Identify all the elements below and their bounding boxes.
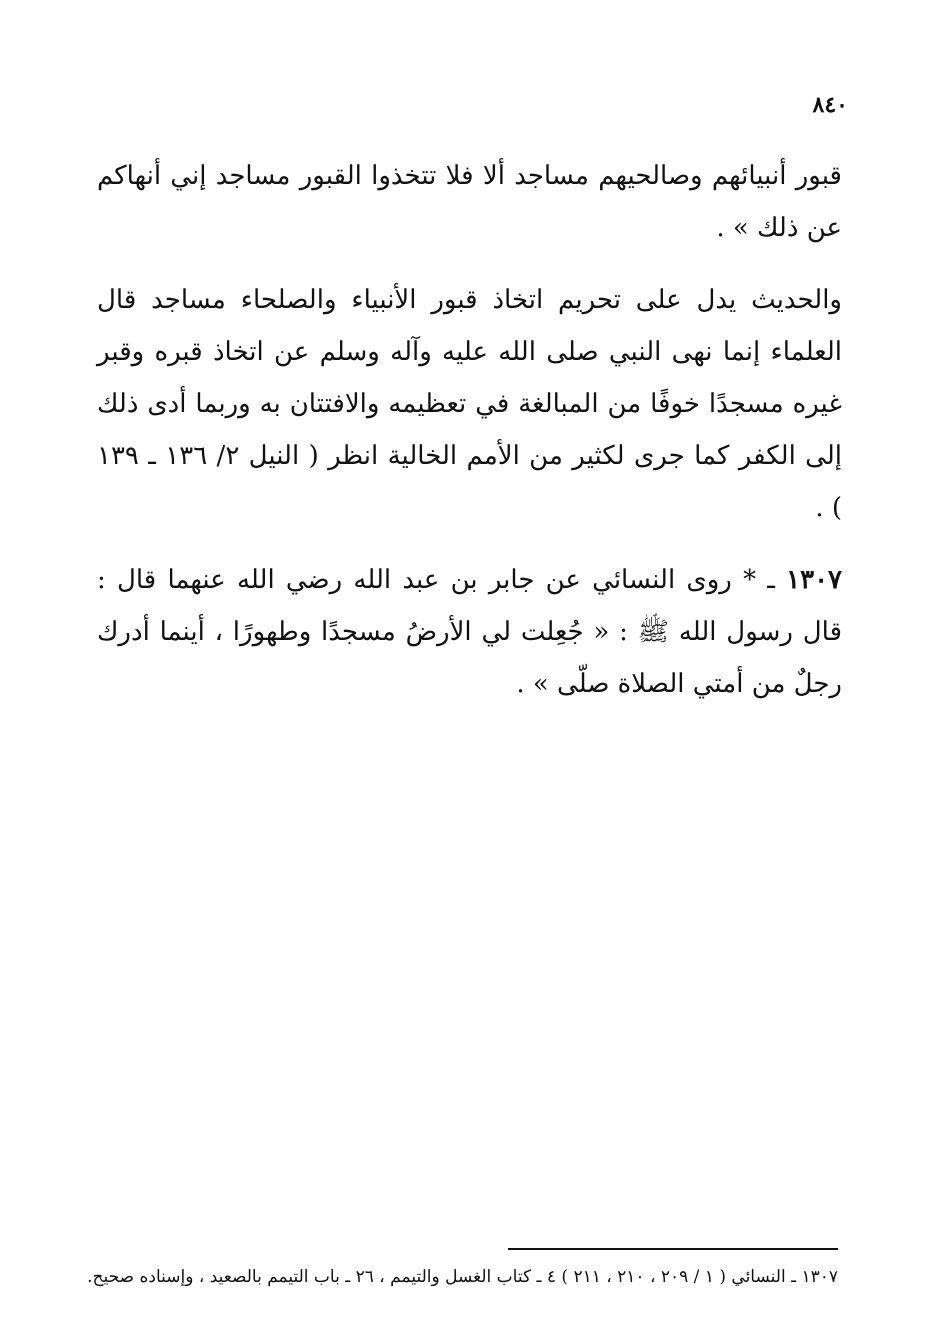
hadith-number: ١٣٠٧ — [786, 565, 843, 595]
main-text — [97, 150, 842, 710]
hadith-paragraph — [97, 554, 842, 710]
footnote: ١٣٠٧ ـ النسائي ( ١ / ٢٠٩ ، ٢١٠ ، ٢١١ ) ٤ ـ كتاب الغسل والتيمم ، ٢٦ ـ باب التيمم بالصعيد ، وإسناده صحيح. — [87, 1267, 838, 1287]
page-number: ٨٤٠ — [812, 92, 848, 118]
footnote-divider — [508, 1248, 838, 1250]
paragraph-continuation: قبور أنبيائهم وصالحيهم مساجد ألا فلا تتخذوا القبور مساجد إني أنهاكم عن ذلك » . — [97, 161, 842, 243]
paragraph-commentary: والحديث يدل على تحريم اتخاذ قبور الأنبياء والصلحاء مساجد قال العلماء إنما نهى النبي صلى الله عليه وآله وسلم عن اتخاذ قبره وقبر غيره مسجدًا خوفًا من المبالغة في تعظيمه والافتتان به وربما أدى ذلك إلى الكفر كما جرى لكثير من الأمم الخالية انظر ( النيل ٢/ ١٣٦ ـ ١٣٩ ) . — [97, 285, 842, 523]
hadith-text: ـ * روى النسائي عن جابر بن عبد الله رضي الله عنهما قال : قال رسول الله ﷺ : « جُعِلت لي الأرضُ مسجدًا وطهورًا ، أينما أدرك رجلٌ من أمتي الصلاة صلّى » . — [97, 565, 842, 699]
